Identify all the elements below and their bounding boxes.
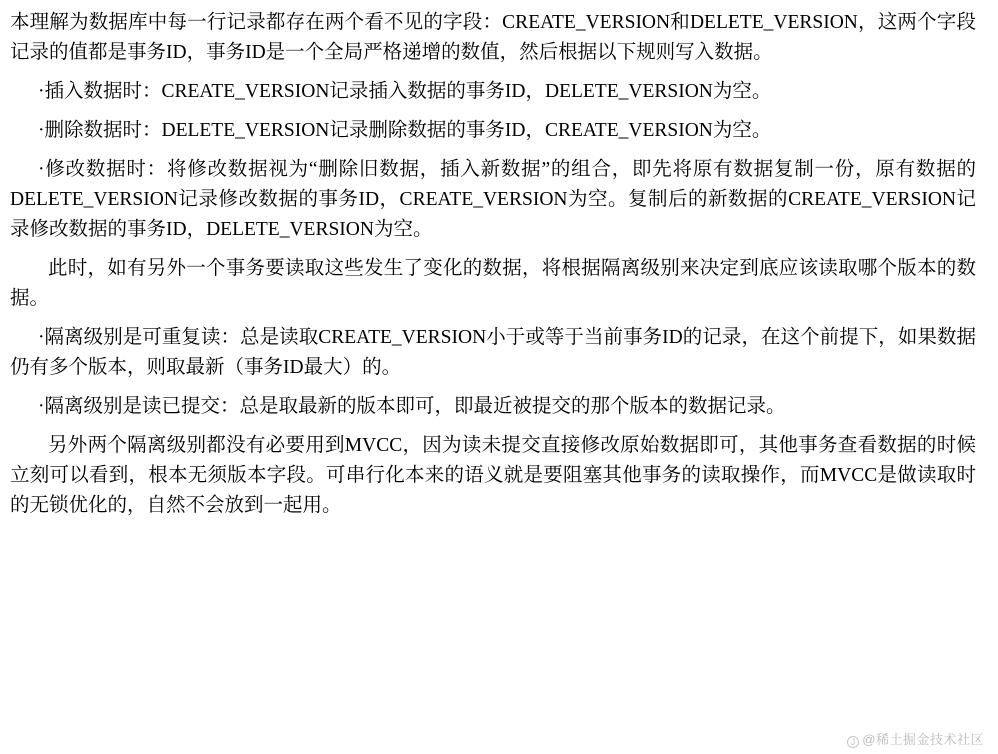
paragraph-read-intro (10, 254, 976, 314)
watermark (847, 729, 984, 748)
paragraph-text: ·隔离级别是可重复读：总是读取CREATE_VERSION小于或等于当前事务ID的记录，在这个前提下，如果数据仍有多个版本，则取最新（事务ID最大）的。 (10, 327, 976, 378)
paragraph-text: ·删除数据时：DELETE_VERSION记录删除数据的事务ID，CREATE_VERSION为空。 (38, 120, 772, 141)
paragraph-text: ·修改数据时：将修改数据视为“删除旧数据，插入新数据”的组合，即先将原有数据复制一份，原有数据的DELETE_VERSION记录修改数据的事务ID，CREATE_VERSION为空。复制后的新数据的CREATE_VERSION记录修改数据的事务ID，DELETE_VERSION为空。 (10, 159, 976, 240)
paragraph-text: 此时，如有另外一个事务要读取这些发生了变化的数据，将根据隔离级别来决定到底应该读取哪个版本的数据。 (10, 258, 976, 309)
paragraph-rule-update (10, 155, 976, 245)
paragraph-text: ·插入数据时：CREATE_VERSION记录插入数据的事务ID，DELETE_VERSION为空。 (38, 81, 772, 102)
paragraph-level-read-committed (10, 392, 976, 422)
paragraph-text: ·隔离级别是读已提交：总是取最新的版本即可，即最近被提交的那个版本的数据记录。 (38, 396, 786, 417)
paragraph-other-levels (10, 431, 976, 521)
paragraph-text: 本理解为数据库中每一行记录都存在两个看不见的字段：CREATE_VERSION和DELETE_VERSION，这两个字段记录的值都是事务ID，事务ID是一个全局严格递增的数值，然后根据以下规则写入数据。 (10, 12, 976, 63)
paragraph-rule-delete (10, 116, 976, 146)
juejin-logo-icon: J (847, 736, 859, 748)
paragraph-intro (10, 8, 976, 68)
paragraph-rule-insert (10, 77, 976, 107)
paragraph-level-repeatable-read (10, 323, 976, 383)
watermark-text: @稀土掘金技术社区 (862, 732, 984, 747)
paragraph-text: 另外两个隔离级别都没有必要用到MVCC，因为读未提交直接修改原始数据即可，其他事务查看数据的时候立刻可以看到，根本无须版本字段。可串行化本来的语义就是要阻塞其他事务的读取操作，而MVCC是做读取时的无锁优化的，自然不会放到一起用。 (10, 435, 976, 516)
